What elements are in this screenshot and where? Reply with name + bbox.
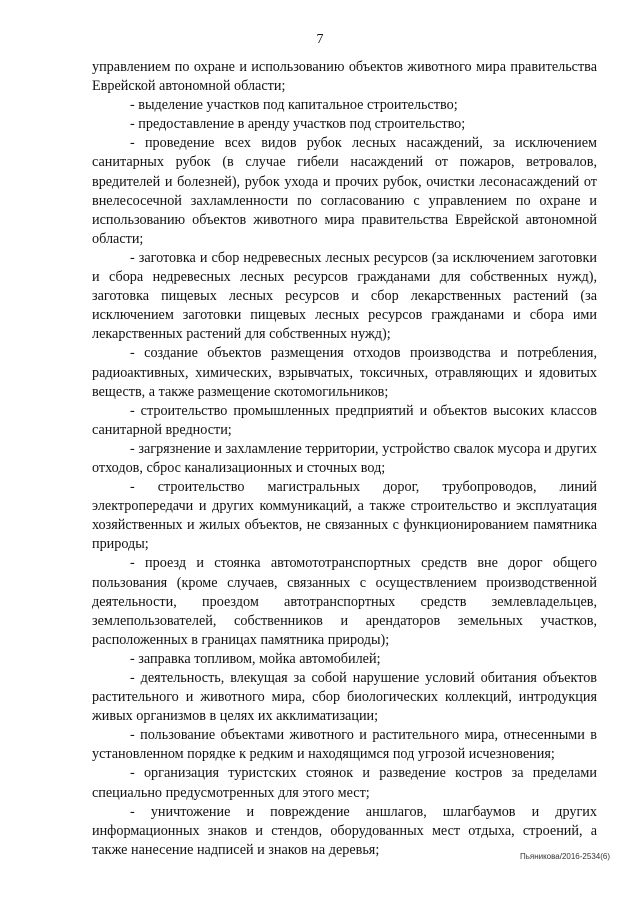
document-body (92, 58, 597, 860)
list-item: - создание объектов размещения отходов производства и потребления, радиоактивных, химических, взрывчатых, токсичных, отравляющих и ядовитых веществ, а также размещение скотомогильников; (92, 345, 597, 400)
list-item: - проезд и стоянка автомототранспортных средств вне дорог общего пользования (кроме случаев, связанных с осуществлением производственной деятельности, проездом автотранспортных средств землевладельцев, землепользователей, собственников и арендаторов земельных участков, расположенных в границах памятника природы); (92, 555, 597, 648)
list-item: - заготовка и сбор недревесных лесных ресурсов (за исключением заготовки и сбора недревесных лесных ресурсов гражданами для собственных нужд), заготовка пищевых лесных ресурсов и сбор лекарственных растений (за исключением заготовки пищевых лесных ресурсов гражданами и сбора ими лекарственных растений для собственных нужд); (92, 249, 597, 343)
list-item: - загрязнение и захламление территории, устройство свалок мусора и других отходов, сброс канализационных и сточных вод; (92, 440, 597, 476)
page-number: 7 (316, 32, 324, 47)
list-item: - уничтожение и повреждение аншлагов, шлагбаумов и других информационных знаков и стендов, оборудованных мест отдыха, строений, а также нанесение надписей и знаков на деревья; (92, 803, 597, 858)
list-item: - строительство промышленных предприятий и объектов высоких классов санитарной вредности; (92, 402, 597, 438)
list-item: - предоставление в аренду участков под строительство; (130, 116, 466, 133)
list-item: - проведение всех видов рубок лесных насаждений, за исключением санитарных рубок (в случае гибели насаждений от пожаров, ветровалов, вредителей и болезней), рубок ухода и прочих рубок, очистки лесонасаждений от внелесосечной захламленности по согласованию с управлением по охране и использованию объектов животного мира правительства Еврейской автономной области; (92, 135, 597, 247)
list-item: - деятельность, влекущая за собой нарушение условий обитания объектов растительного и животного мира, сбор биологических коллекций, интродукция живых организмов в целях их акклиматизации; (92, 670, 597, 725)
list-item: - организация туристских стоянок и разведение костров за пределами специально предусмотренных для этого мест; (92, 765, 597, 801)
paragraph-continuation: управлением по охране и использованию объектов животного мира правительства Еврейской автономной области; (92, 59, 597, 95)
list-item: - пользование объектами животного и растительного мира, отнесенными в установленном порядке к редким и находящимся под угрозой исчезновения; (92, 727, 597, 763)
list-item: - строительство магистральных дорог, трубопроводов, линий электропередачи и других коммуникаций, а также строительство и эксплуатация хозяйственных и жилых объектов, не связанных с функционированием памятника природы; (92, 479, 597, 553)
list-item: - заправка топливом, мойка автомобилей; (130, 650, 381, 667)
list-item: - выделение участков под капитальное строительство; (130, 97, 458, 114)
document-code: Пьяникова/2016-2534(6) (519, 852, 610, 861)
